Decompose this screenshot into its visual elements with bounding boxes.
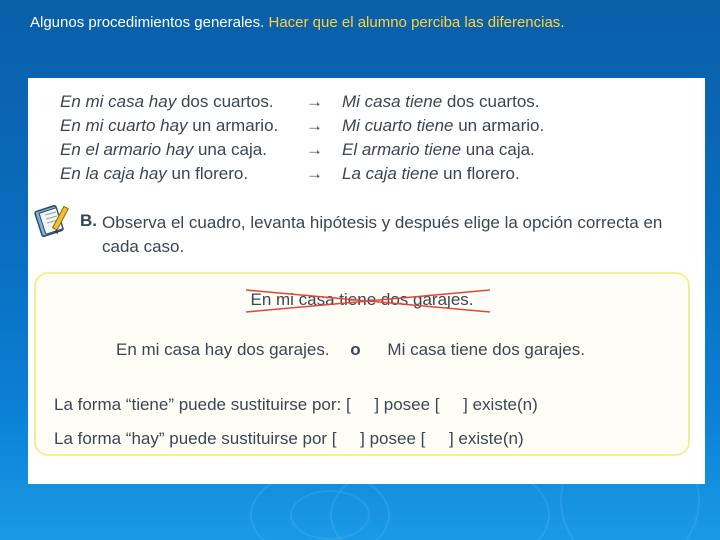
tiene-substitution-line: La forma “tiene” puede sustituirse por: [ ] posee [ ] existe(n)	[54, 395, 538, 414]
hay-sentence: En mi casa hay dos cuartos.	[60, 92, 274, 111]
exercise-instruction: Observa el cuadro, levanta hipótesis y después elige la opción correcta en cada caso.	[102, 213, 663, 256]
hay-sentence: En el armario hay una caja.	[60, 140, 267, 159]
slide-title	[30, 14, 564, 31]
notebook-pencil-icon	[34, 202, 72, 238]
crossed-sentence-text: En mi casa tiene dos garajes.	[250, 290, 474, 309]
tiene-sentence: Mi casa tiene dos cuartos.	[342, 92, 540, 111]
sentence-pair	[60, 114, 680, 138]
tiene-sentence: El armario tiene una caja.	[342, 140, 535, 159]
title-highlight: Hacer que el alumno perciba las diferencias	[268, 14, 561, 31]
arrow-icon: →	[306, 164, 323, 183]
arrow-icon: →	[306, 92, 323, 111]
tiene-sentence: Mi cuarto tiene un armario.	[342, 116, 545, 135]
option-hay: En mi casa hay dos garajes.	[116, 340, 330, 359]
sentence-pair	[60, 90, 680, 114]
hay-sentence: En la caja hay un florero.	[60, 164, 249, 183]
tiene-sentence: La caja tiene un florero.	[342, 164, 520, 183]
title-end: .	[560, 14, 565, 31]
title-plain: Algunos procedimientos generales.	[30, 14, 265, 31]
sentence-pair	[60, 162, 680, 186]
exercise-box	[34, 272, 690, 456]
strike-cross-icon	[244, 284, 494, 318]
arrow-icon: →	[306, 140, 323, 159]
hay-sentence: En mi cuarto hay un armario.	[60, 116, 279, 135]
sentence-pair	[60, 138, 680, 162]
hay-substitution-line: La forma “hay” puede sustituirse por [ ] posee [ ] existe(n)	[54, 429, 524, 448]
exercise-letter: B.	[80, 211, 97, 230]
sentence-pairs	[60, 90, 680, 186]
crossed-sentence-row	[36, 288, 688, 312]
textbook-excerpt	[28, 78, 705, 484]
option-tiene: Mi casa tiene dos garajes.	[387, 340, 585, 359]
option-separator: o	[350, 340, 361, 359]
sentence-options	[116, 340, 585, 360]
arrow-icon: →	[306, 116, 323, 135]
crossed-sentence	[246, 288, 477, 312]
